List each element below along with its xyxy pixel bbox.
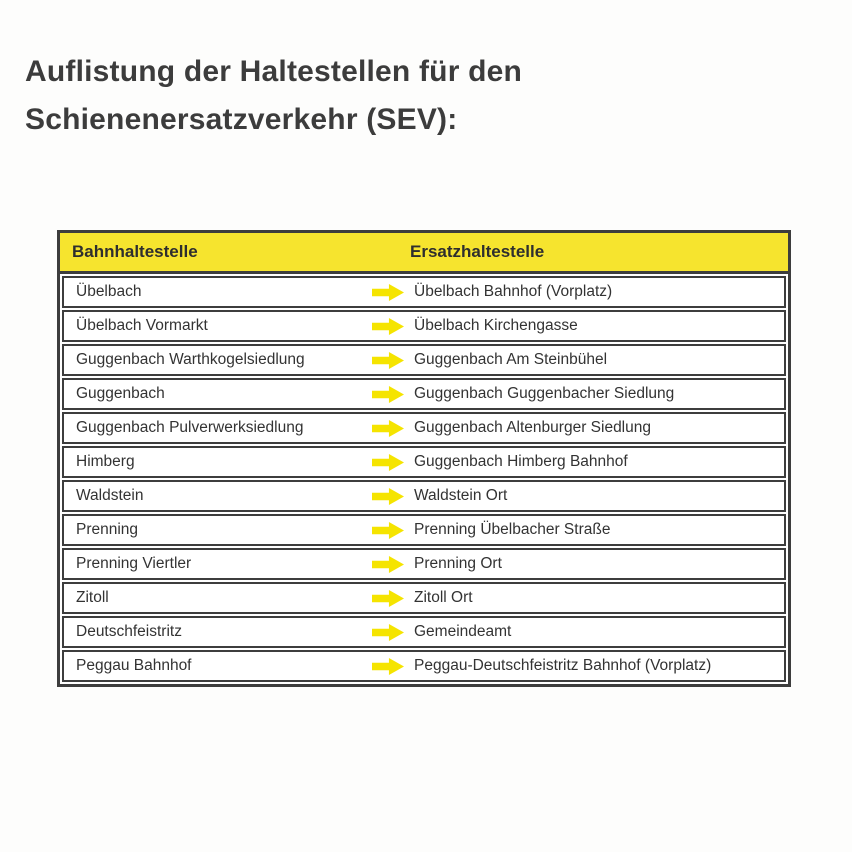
bahnhaltestelle-cell: Guggenbach Pulverwerksiedlung	[76, 419, 304, 436]
ersatzhaltestelle-cell: Prenning Ort	[414, 555, 502, 572]
bahnhaltestelle-cell: Übelbach	[76, 283, 142, 300]
ersatzhaltestelle-cell: Guggenbach Guggenbacher Siedlung	[414, 385, 675, 402]
table-row	[62, 378, 786, 410]
ersatzhaltestelle-cell: Guggenbach Am Steinbühel	[414, 351, 608, 368]
bahnhaltestelle-cell: Himberg	[76, 453, 135, 470]
bahnhaltestelle-cell: Guggenbach Warthkogelsiedlung	[76, 351, 305, 368]
column-header-bahnhaltestelle: Bahnhaltestelle	[72, 242, 198, 261]
table-row	[62, 446, 786, 478]
arrow-right-icon	[364, 318, 412, 335]
table-row	[62, 412, 786, 444]
table-row	[62, 276, 786, 308]
bahnhaltestelle-cell: Übelbach Vormarkt	[76, 317, 208, 334]
bahnhaltestelle-cell: Deutschfeistritz	[76, 623, 182, 640]
table-row	[62, 582, 786, 614]
ersatzhaltestelle-cell: Guggenbach Himberg Bahnhof	[414, 453, 628, 470]
arrow-right-icon	[364, 352, 412, 369]
bahnhaltestelle-cell: Waldstein	[76, 487, 144, 504]
sev-stops-table	[57, 230, 791, 687]
table-row	[62, 514, 786, 546]
ersatzhaltestelle-cell: Gemeindeamt	[414, 623, 512, 640]
bahnhaltestelle-cell: Guggenbach	[76, 385, 165, 402]
ersatzhaltestelle-cell: Peggau-Deutschfeistritz Bahnhof (Vorplatz)	[414, 657, 712, 674]
bahnhaltestelle-cell: Prenning	[76, 521, 139, 538]
ersatzhaltestelle-cell: Guggenbach Altenburger Siedlung	[414, 419, 651, 436]
table-header-row	[60, 233, 788, 274]
bahnhaltestelle-cell: Peggau Bahnhof	[76, 657, 192, 674]
column-header-ersatzhaltestelle: Ersatzhaltestelle	[410, 242, 545, 261]
arrow-right-icon	[364, 386, 412, 403]
arrow-right-icon	[364, 420, 412, 437]
bahnhaltestelle-cell: Prenning Viertler	[76, 555, 192, 572]
table-row	[62, 480, 786, 512]
bahnhaltestelle-cell: Zitoll	[76, 589, 109, 606]
arrow-right-icon	[364, 624, 412, 641]
page-title: Auflistung der Haltestellen für den Schienenersatzverkehr (SEV):	[25, 55, 523, 136]
ersatzhaltestelle-cell: Waldstein Ort	[414, 487, 508, 504]
table-row	[62, 650, 786, 682]
ersatzhaltestelle-cell: Prenning Übelbacher Straße	[414, 521, 611, 538]
ersatzhaltestelle-cell: Übelbach Kirchengasse	[414, 317, 578, 334]
arrow-right-icon	[364, 590, 412, 607]
arrow-right-icon	[364, 522, 412, 539]
ersatzhaltestelle-cell: Zitoll Ort	[414, 589, 473, 606]
arrow-right-icon	[364, 488, 412, 505]
arrow-right-icon	[364, 454, 412, 471]
table-row	[62, 548, 786, 580]
arrow-right-icon	[364, 658, 412, 675]
table-row	[62, 344, 786, 376]
table-row	[62, 616, 786, 648]
arrow-right-icon	[364, 284, 412, 301]
arrow-right-icon	[364, 556, 412, 573]
table-row	[62, 310, 786, 342]
ersatzhaltestelle-cell: Übelbach Bahnhof (Vorplatz)	[414, 283, 613, 300]
